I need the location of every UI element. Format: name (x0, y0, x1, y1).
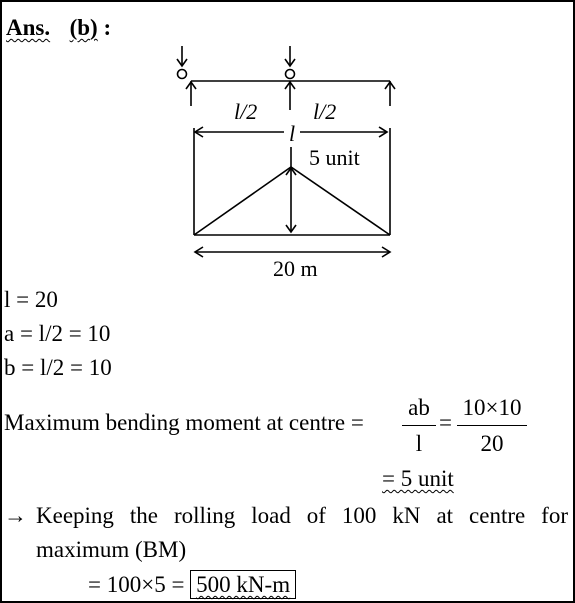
note-line-1 (36, 504, 568, 527)
arrow-bullet: → (4, 503, 27, 528)
final-answer-box: 500 kN-m (190, 570, 296, 599)
ild-triangle (194, 167, 390, 235)
heading-colon: : (103, 15, 112, 40)
frac1-denominator: l (415, 431, 423, 456)
label-ordinate: 5 unit (309, 145, 360, 170)
frac1-numerator: ab (402, 396, 436, 426)
note-line-2: maximum (BM) (36, 537, 187, 562)
ans-label: Ans. (6, 15, 51, 40)
final-calc (88, 573, 296, 596)
eq-l: l = 20 (4, 287, 58, 312)
eq-b: b = l/2 = 10 (4, 355, 112, 380)
label-span-length: 20 m (273, 256, 318, 281)
bm-result: = 5 unit (382, 466, 454, 491)
label-span-symbol: l (288, 121, 296, 146)
bm-text: Maximum bending moment at centre = (4, 410, 364, 435)
note-line-1-text: Keeping the rolling load of 100 kN at centre for (36, 503, 568, 528)
answer-option: (b) (69, 15, 98, 40)
fraction-ab-over-l (402, 396, 436, 455)
label-half-left: l/2 (234, 99, 258, 124)
label-half-right: l/2 (313, 99, 337, 124)
frac2-numerator: 10×10 (457, 396, 527, 426)
eq-a: a = l/2 = 10 (4, 321, 111, 346)
fraction-values (457, 396, 527, 455)
load-wheel-left (178, 70, 187, 79)
influence-line-diagram (2, 2, 573, 302)
equals-sign: = (439, 410, 452, 435)
calc-prefix: = 100×5 = (88, 572, 185, 597)
load-wheel-centre (286, 70, 295, 79)
frac2-denominator: 20 (480, 431, 504, 456)
